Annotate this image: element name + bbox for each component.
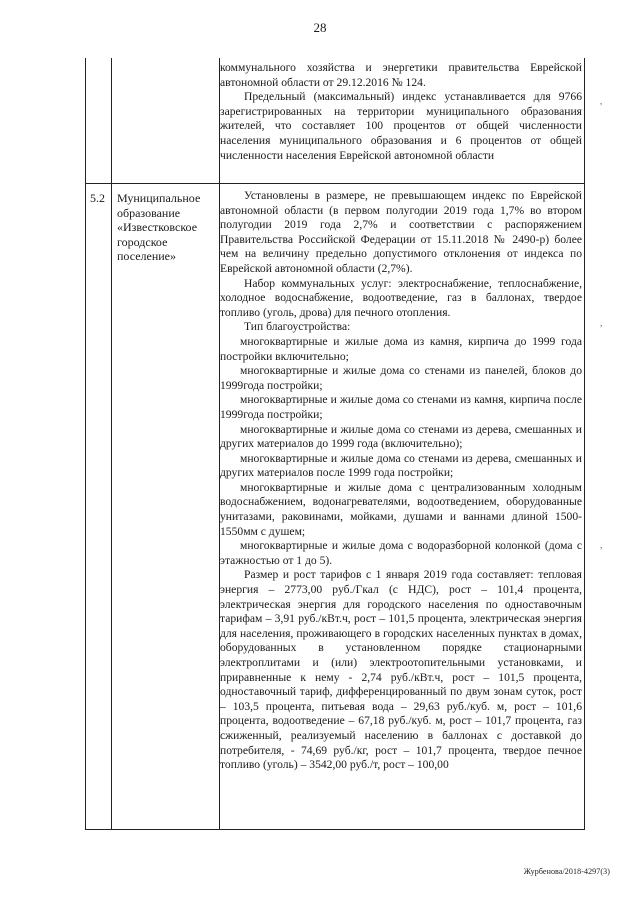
improvement-type-5: многоквартирные и жилые дома со стенами из дерева, смешанных и других материалов после 1999 года постройки;	[220, 451, 582, 480]
tariffs-paragraph: Размер и рост тарифов с 1 января 2019 года составляет: тепловая энергия – 2773,00 руб./Гкал (с НДС), рост – 101,4 процента, электрическая энергия для городского населения по одноставочным тарифам – 3,91 руб./кВт.ч, рост – 101,5 процента, электрическая энергия для населения, проживающего в городских населенных пунктах в домах, оборудованных в установленном порядке стационарными электроплитами и (или) электроотопительными установками, и приравненные к нему - 2,74 руб./кВт.ч, рост – 101,5 процента, одноставочный тариф, дифференцированный по двум зонам суток, рост – 103,5 процента, питьевая вода – 29,63 руб./куб. м, рост – 101,6 процента, водоотведение – 67,18 руб./куб. м, рост – 101,7 процента, газ сжиженный, реализуемый населению в баллонах с доставкой до потребителя, - 74,69 руб./кг, рост – 101,7 процента, твердое печное топливо (уголь) – 3542,00 руб./т, рост – 100,00	[220, 568, 582, 772]
scan-speck: ,	[600, 96, 603, 106]
improvement-type-3: многоквартирные и жилые дома со стенами из камня, кирпича после 1999года постройки;	[220, 393, 582, 421]
column-divider-1	[111, 58, 112, 829]
description-paragraph-2: Набор коммунальных услуг: электроснабжение, теплоснабжение, холодное водоснабжение, водоотведение, газ в баллонах, твердое топливо (уголь, дрова) для печного отопления.	[220, 276, 582, 319]
improvement-type-2: многоквартирные и жилые дома со стенами из панелей, блоков до 1999года постройки;	[220, 364, 582, 392]
improvement-title: Тип благоустройства:	[244, 320, 351, 334]
improvement-type-1: многоквартирные и жилые дома из камня, кирпича до 1999 года постройки включительно;	[220, 334, 582, 363]
footer-code: Журбенова/2018-4297(3)	[523, 867, 610, 876]
scan-speck: ,	[600, 318, 603, 328]
municipality-name: Муниципальное образование «Известковское городское поселение»	[117, 191, 201, 264]
page-number: 28	[313, 20, 327, 35]
scan-speck: ,	[600, 540, 603, 550]
row-divider	[86, 183, 584, 184]
improvement-type-4: многоквартирные и жилые дома со стенами из дерева, смешанных и других материалов до 1999 года (включительно);	[220, 422, 582, 451]
description-paragraph-1: Установлены в размере, не превышающем индекс по Еврейской автономной области (в первом полугодии 2019 года 1,7% во втором полугодии 2019 года 2,7% и соответствии с распоряжением Правительства Российской Федерации от 15.11.2018 № 2490-р) более чем на величину предельно допустимого отклонения от индекса по Еврейской автономной области (2,7%).	[220, 189, 582, 275]
improvement-type-6: многоквартирные и жилые дома с централизованным холодным водоснабжением, водонагревателями, водоотведением, оборудованные унитазами, раковинами, мойками, душами и ваннами длиной 1500-1550мм с душем;	[220, 480, 582, 538]
improvement-type-7: многоквартирные и жилые дома с водоразборной колонкой (дома с этажностью от 1 до 5).	[220, 539, 582, 567]
continued-cell	[220, 61, 582, 163]
continued-paragraph-2: Предельный (максимальный) индекс устанавливается для 9766 зарегистрированных на территории муниципального образования жителей, что составляет 100 процентов от общей численности населения муниципального образования и 6 процентов от общей численности населения Еврейской автономной области	[220, 90, 582, 162]
row-number: 5.2	[90, 191, 105, 205]
continued-paragraph-1: коммунального хозяйства и энергетики правительства Еврейской автономной области от 29.12.2016 № 124.	[220, 61, 582, 89]
document-table	[85, 58, 585, 830]
description-cell	[220, 189, 582, 773]
